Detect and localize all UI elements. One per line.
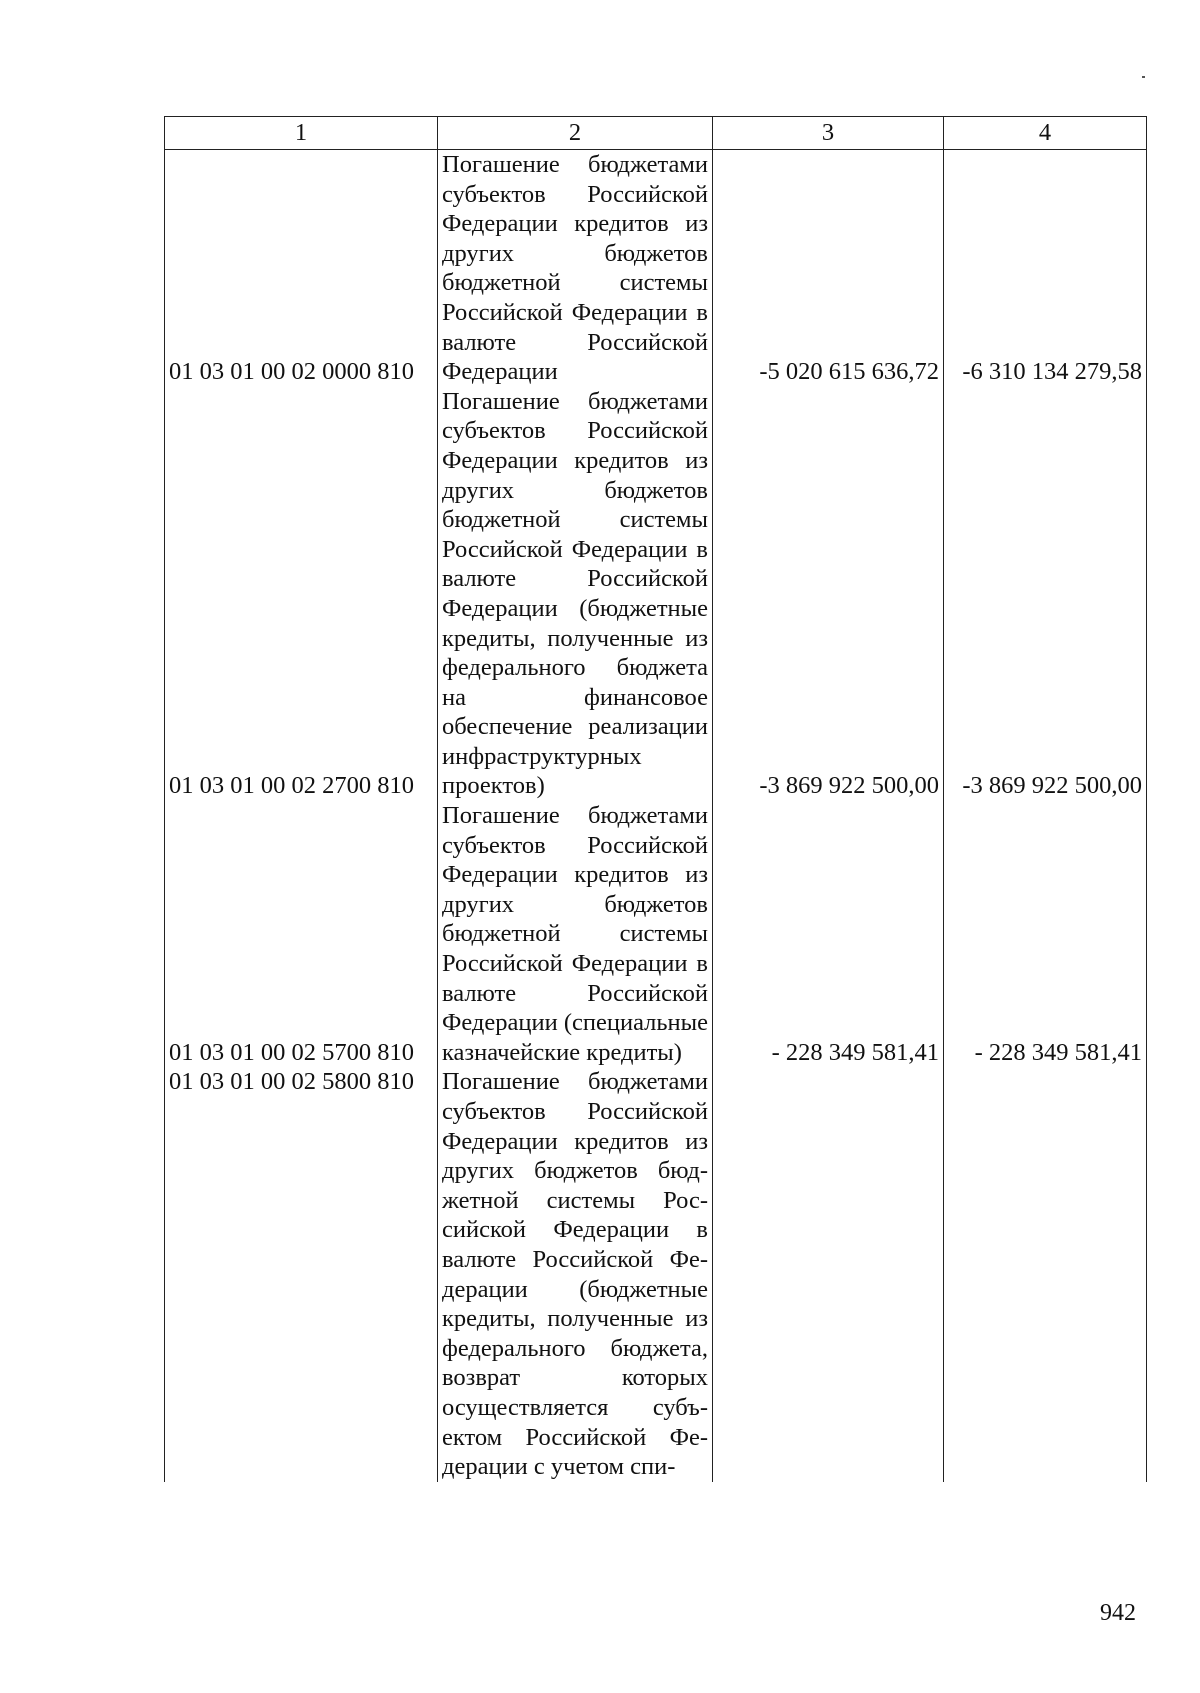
amount-col4 (944, 1067, 1147, 1481)
item-name: Погашение бюджетами субъектов Российской Федерации кредитов из других бюджетов бюджетной системы Российской Федерации в валюте Российской Федерации (438, 150, 713, 387)
budget-sources-table (164, 116, 1147, 1482)
amount-col3: -5 020 615 636,72 (713, 150, 944, 387)
table-row (165, 387, 1147, 801)
amount-col4: -3 869 922 500,00 (944, 387, 1147, 801)
amount-col3: - 228 349 581,41 (713, 801, 944, 1067)
classification-code: 01 03 01 00 02 5800 810 (165, 1067, 438, 1481)
table-row (165, 150, 1147, 387)
page-number: 942 (1100, 1600, 1136, 1626)
table-header-row (165, 117, 1147, 150)
column-header-2: 2 (438, 117, 713, 150)
amount-col3 (713, 1067, 944, 1481)
item-name: Погашение бюджетами субъектов Российской Федерации кредитов из других бюджетов бюджетной системы Российской Федерации в валюте Российской Федерации (бюджетные кредиты, полученные из федерального бюджета на финансовое обеспечение реализации инфраструктурных проектов) (438, 387, 713, 801)
column-header-4: 4 (944, 117, 1147, 150)
amount-col3: -3 869 922 500,00 (713, 387, 944, 801)
column-header-3: 3 (713, 117, 944, 150)
classification-code: 01 03 01 00 02 0000 810 (165, 150, 438, 387)
classification-code: 01 03 01 00 02 2700 810 (165, 387, 438, 801)
table-row (165, 1067, 1147, 1481)
table-row (165, 801, 1147, 1067)
classification-code: 01 03 01 00 02 5700 810 (165, 801, 438, 1067)
amount-col4: - 228 349 581,41 (944, 801, 1147, 1067)
column-header-1: 1 (165, 117, 438, 150)
amount-col4: -6 310 134 279,58 (944, 150, 1147, 387)
item-name: Погашение бюджетами субъектов Российской Федерации кредитов из других бюджетов бюджетной системы Российской Федерации в валюте Российской Федерации (бюджетные кредиты, полученные из федерального бюджета, возврат которых осуществляется субъектом Российской Федерации с учетом спи- (438, 1067, 713, 1481)
item-name: Погашение бюджетами субъектов Российской Федерации кредитов из других бюджетов бюджетной системы Российской Федерации в валюте Российской Федерации (специальные казначейские кредиты) (438, 801, 713, 1067)
scan-mark (1142, 76, 1145, 78)
